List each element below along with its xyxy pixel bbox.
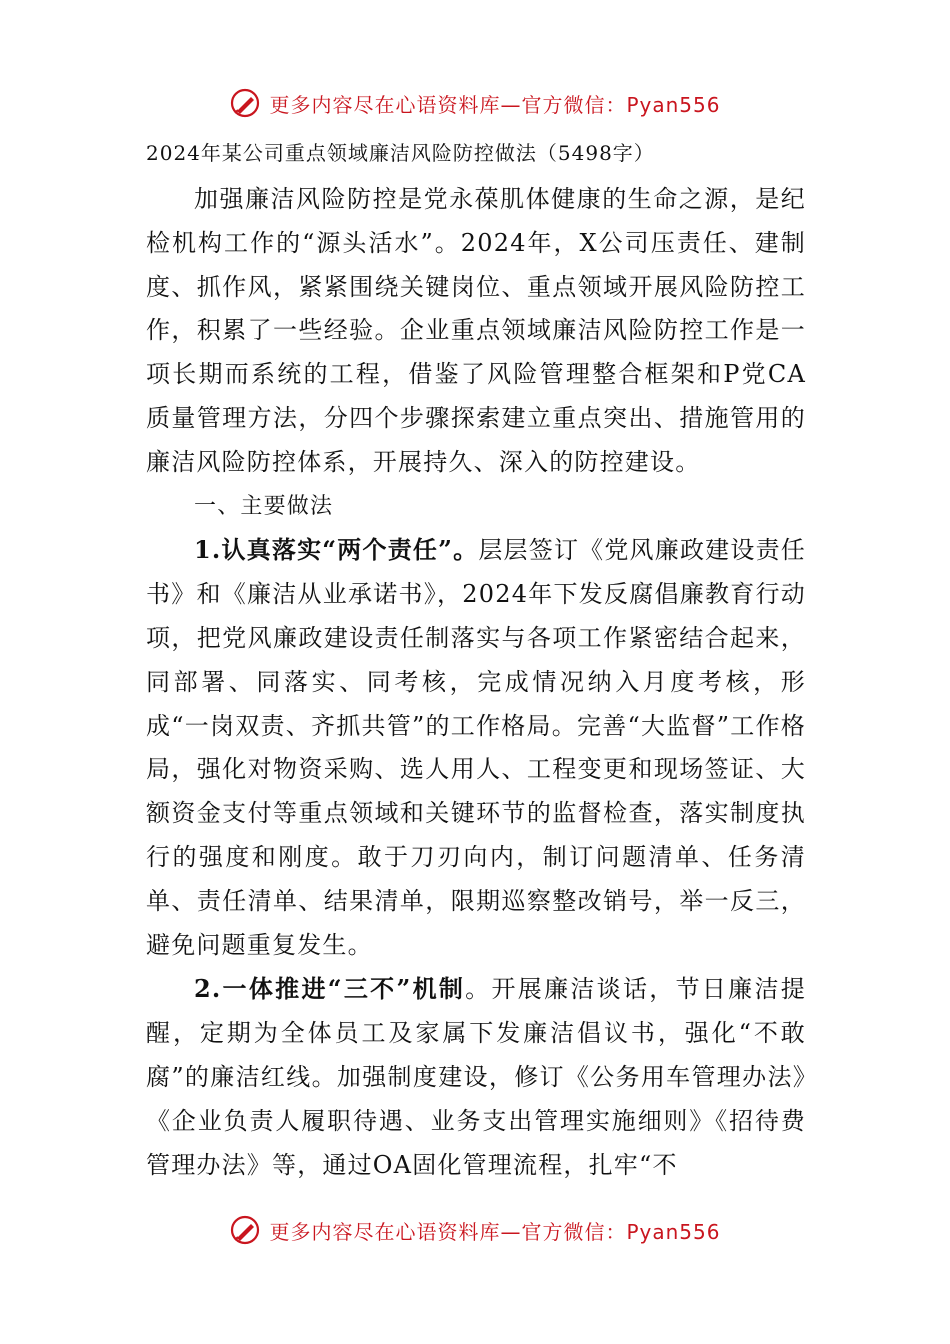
pen-logo-icon	[229, 1214, 261, 1246]
document-body	[146, 138, 806, 1187]
item-lead-1: 1.认真落实“两个责任”。	[194, 535, 479, 565]
pen-logo-icon	[229, 87, 261, 119]
item-body-2: 。开展廉洁谈话，节日廉洁提醒，定期为全体员工及家属下发廉洁倡议书，强化“不敢腐”的廉洁红线。加强制度建设，修订《公务用车管理办法》《企业负责人履职待遇、业务支出管理实施细则》《招待费管理办法》等，通过OA固化管理流程，扎牢“不	[146, 975, 806, 1179]
document-title: 2024年某公司重点领域廉洁风险防控做法（5498字）	[146, 141, 655, 165]
item-paragraph-1	[146, 528, 806, 967]
item-lead-2: 2.一体推进“三不”机制	[194, 974, 466, 1004]
watermark-text: 更多内容尽在心语资料库—官方微信：Pyan556	[269, 92, 721, 117]
watermark-text: 更多内容尽在心语资料库—官方微信：Pyan556	[269, 1219, 721, 1244]
intro-paragraph: 加强廉洁风险防控是党永葆肌体健康的生命之源，是纪检机构工作的“源头活水”。2024年，X公司压责任、建制度、抓作风，紧紧围绕关键岗位、重点领域开展风险防控工作，积累了一些经验。企业重点领域廉洁风险防控工作是一项长期而系统的工程，借鉴了风险管理整合框架和P党CA质量管理方法，分四个步骤探索建立重点突出、措施管用的廉洁风险防控体系，开展持久、深入的防控建设。	[146, 185, 806, 476]
section-heading: 一、主要做法	[194, 493, 334, 519]
watermark-header	[0, 83, 950, 123]
item-body-1: 层层签订《党风廉政建设责任书》和《廉洁从业承诺书》，2024年下发反腐倡廉教育行动项，把党风廉政建设责任制落实与各项工作紧密结合起来，同部署、同落实、同考核，完成情况纳入月度考核，形成“一岗双责、齐抓共管”的工作格局。完善“大监督”工作格局，强化对物资采购、选人用人、工程变更和现场签证、大额资金支付等重点领域和关键环节的监督检查，落实制度执行的强度和刚度。敢于刀刃向内，制订问题清单、任务清单、责任清单、结果清单，限期巡察整改销号，举一反三，避免问题重复发生。	[146, 536, 806, 959]
watermark-footer	[0, 1210, 950, 1250]
item-paragraph-2	[146, 967, 806, 1187]
